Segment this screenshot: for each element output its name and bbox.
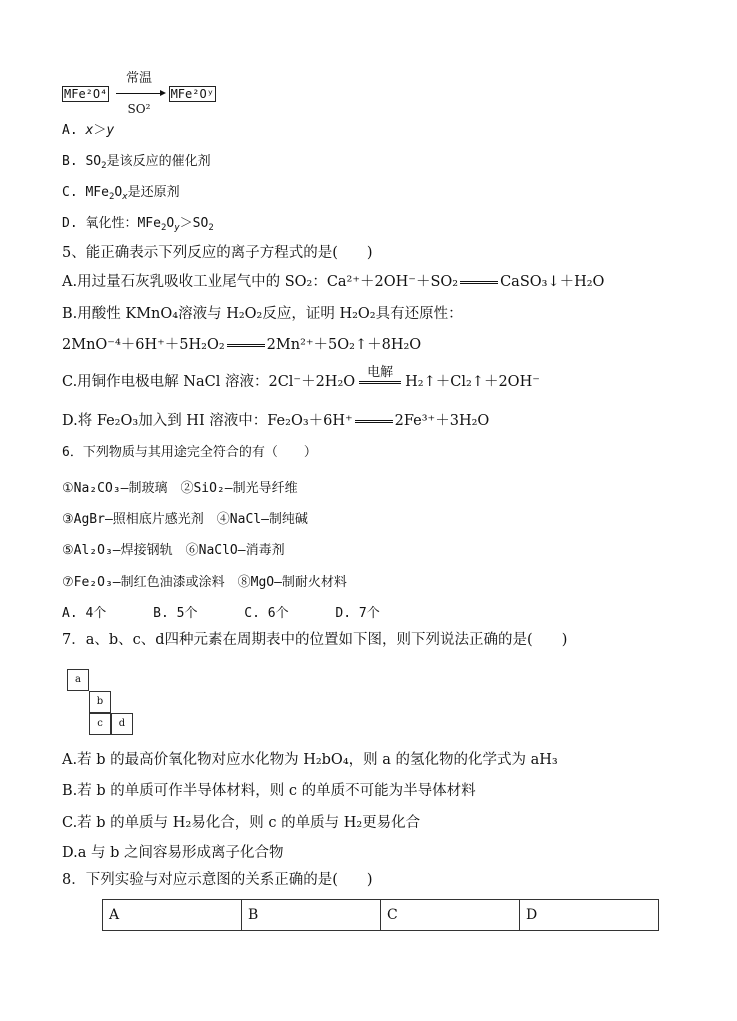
- table-row: [103, 900, 659, 931]
- q5-option-b: B.用酸性 KMnO₄溶液与 H₂O₂反应，证明 H₂O₂具有还原性：: [62, 306, 463, 322]
- electrolysis-sign: 电解: [359, 381, 401, 384]
- q6-row-3: ⑤Al₂O₃—焊接钢轨 ⑥NaClO—消毒剂: [62, 543, 285, 558]
- element-cell-a: a: [67, 669, 89, 691]
- element-cell-c: c: [89, 713, 111, 735]
- q6-row-1: ①Na₂CO₃—制玻璃 ②SiO₂—制光导纤维: [62, 481, 298, 496]
- q5-stem: 5、能正确表示下列反应的离子方程式的是( ): [62, 245, 373, 261]
- q7-option-d: D.a 与 b 之间容易形成离子化合物: [62, 845, 284, 861]
- reaction-arrow: [114, 71, 164, 116]
- q8-header-a: A: [103, 900, 242, 931]
- q4-option-b: B. $SO_2$是该反应的催化剂: [62, 154, 211, 171]
- element-cell-d: d: [111, 713, 133, 735]
- q7-option-a: A.若 b 的最高价氧化物对应水化物为 H₂bO₄，则 a 的氢化物的化学式为 aH₃: [62, 752, 558, 768]
- q7-option-c: C.若 b 的单质与 H₂易化合，则 c 的单质与 H₂更易化合: [62, 815, 421, 831]
- q6-row-2: ③AgBr—照相底片感光剂 ④NaCl—制纯碱: [62, 512, 308, 527]
- q5-option-c: C.用铜作电极电解 NaCl 溶液：2Cl⁻＋2H₂O 电解 H₂↑＋Cl₂↑＋2OH⁻: [62, 364, 540, 390]
- q8-options-table: [102, 899, 659, 931]
- q8-header-d: D: [520, 900, 659, 931]
- reactant-box: MFe²O⁴: [64, 87, 108, 101]
- q4-option-c: C. $MFe_2O_x$是还原剂: [62, 185, 180, 202]
- product-box: MFe²Oʸ: [170, 87, 214, 101]
- q7-option-b: B.若 b 的单质可作半导体材料，则 c 的单质不可能为半导体材料: [62, 783, 476, 799]
- q6-options: A. 4个 B. 5个 C. 6个 D. 7个: [62, 606, 380, 621]
- q8-header-b: B: [242, 900, 381, 931]
- q6-stem: 6．下列物质与其用途完全符合的有（ ）: [62, 445, 317, 460]
- q5-option-d: D.将 Fe₂O₃加入到 HI 溶液中：Fe₂O₃＋6H⁺ 2Fe³⁺＋3H₂O: [62, 413, 490, 429]
- reaction-scheme: [62, 71, 216, 116]
- q5-option-a: A.用过量石灰乳吸收工业尾气中的 SO₂：Ca²⁺＋2OH⁻＋SO₂ CaSO₃↓＋H₂O: [62, 274, 605, 290]
- reaction-condition-top: 常温: [125, 71, 152, 86]
- element-cell-b: b: [89, 691, 111, 713]
- q7-stem: 7．a、b、c、d四种元素在周期表中的位置如下图，则下列说法正确的是( ): [62, 632, 568, 648]
- q6-row-4: ⑦Fe₂O₃—制红色油漆或涂料 ⑧MgO—制耐火材料: [62, 575, 347, 590]
- reaction-condition-bottom: SO²: [127, 102, 151, 116]
- q4-option-d: D. 氧化性：$MFe_2O_y>SO_2$: [62, 216, 214, 233]
- q4-option-a: A. x＞y: [62, 123, 115, 138]
- q5-option-b-equation: 2MnO⁻⁴＋6H⁺＋5H₂O₂ 2Mn²⁺＋5O₂↑＋8H₂O: [62, 337, 422, 353]
- q8-header-c: C: [381, 900, 520, 931]
- q8-stem: 8．下列实验与对应示意图的关系正确的是( ): [62, 872, 373, 888]
